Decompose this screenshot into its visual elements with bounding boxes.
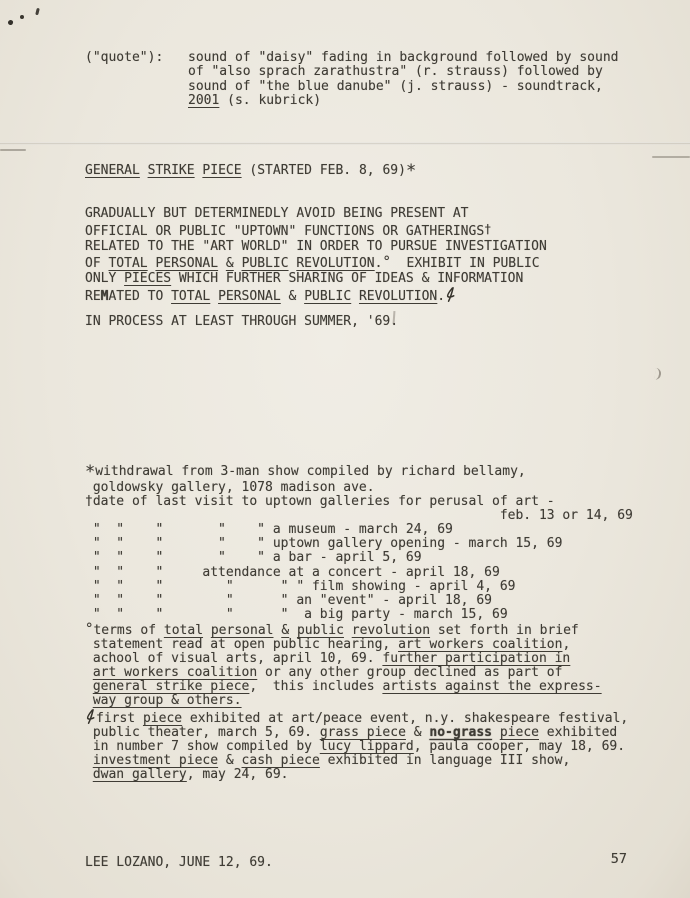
- text-line: [85, 239, 547, 255]
- text-line: [85, 754, 633, 768]
- dagger-marker-icon: †: [85, 494, 93, 510]
- text-segment: revolution: [351, 622, 431, 638]
- text-segment: first: [96, 710, 143, 726]
- text-segment: personal: [210, 622, 274, 638]
- text-segment: PERSONAL: [218, 288, 281, 304]
- text-segment: withdrawal from 3-man show compiled by richard bellamy,: [95, 464, 526, 479]
- text-line: [85, 551, 633, 565]
- text-segment: art workers coalition: [398, 637, 563, 653]
- text-segment: &: [225, 255, 234, 271]
- text-segment: ,: [562, 637, 571, 653]
- process-duration-note: IN PROCESS AT LEAST THROUGH SUMMER, '69.: [85, 314, 399, 329]
- text-line: [85, 271, 547, 287]
- signature-line: LEE LOZANO, JUNE 12, 69.: [85, 855, 273, 870]
- piece-title: [85, 163, 416, 180]
- squiggle-footnote-marker-icon: [85, 709, 95, 724]
- text-segment: achool of visual arts, april 10, 69.: [85, 651, 383, 667]
- text-segment: [140, 163, 148, 178]
- text-line: [85, 594, 633, 608]
- text-segment: " " " " " a museum - march 24, 69: [85, 522, 453, 538]
- text-segment: , paula cooper, may 18, 69.: [413, 738, 626, 754]
- text-segment: " " " " " a bar - april 5, 69: [85, 550, 422, 566]
- pencil-tick-mark: [35, 8, 39, 15]
- quote-lines: [188, 51, 618, 108]
- text-segment: public theater, march 5, 69.: [85, 724, 320, 740]
- text-segment: in number 7 show compiled by: [85, 738, 320, 754]
- text-segment: " " " " " an "event" - april 18, 69: [85, 592, 492, 608]
- quote-label: ("quote"):: [85, 50, 164, 65]
- text-segment: PIECES: [124, 271, 172, 287]
- quote-block: [85, 51, 618, 108]
- text-line: [85, 680, 633, 694]
- dagger-marker-icon: †: [484, 221, 492, 236]
- text-segment: [85, 693, 93, 708]
- text-line: [85, 495, 633, 509]
- text-line: [85, 537, 633, 551]
- text-segment: public: [296, 622, 344, 638]
- text-line: [85, 222, 547, 240]
- degree-marker-icon: °: [382, 253, 391, 270]
- text-segment: PUBLIC: [241, 255, 289, 271]
- text-segment: PIECE: [202, 163, 242, 178]
- text-segment: exhibited: [538, 724, 618, 740]
- text-segment: [344, 623, 352, 638]
- text-segment: of "also sprach zarathustra" (r. strauss) followed by: [188, 64, 603, 80]
- text-segment: RELATED TO THE "ART WORLD" IN ORDER TO PURSUE INVESTIGATION: [85, 239, 547, 255]
- text-segment: [351, 289, 359, 304]
- text-line: [188, 80, 618, 94]
- text-segment: &: [281, 622, 290, 638]
- text-segment: way group & others.: [92, 693, 242, 709]
- text-segment: [210, 289, 218, 304]
- text-segment: [203, 623, 211, 638]
- text-segment: cash piece: [241, 752, 320, 768]
- text-segment: goldowsky gallery, 1078 madison ave.: [85, 480, 375, 495]
- text-segment: or any other group declined as part of: [257, 665, 563, 681]
- text-line: [85, 694, 633, 708]
- text-segment: [85, 767, 93, 782]
- text-segment: &: [280, 288, 305, 304]
- text-segment: set forth in brief: [430, 622, 579, 638]
- text-segment: REVOLUTION: [296, 255, 375, 271]
- text-segment: investment piece: [92, 752, 219, 768]
- text-segment: [289, 623, 297, 638]
- text-segment: (s. kubrick): [219, 92, 322, 108]
- page-number: 57: [610, 851, 627, 867]
- text-segment: WHICH FURTHER SHARING OF IDEAS & INFORMATION: [171, 271, 524, 287]
- text-segment: feb. 13 or 14, 69: [85, 508, 633, 524]
- text-segment: grass piece: [319, 724, 406, 740]
- text-line: [85, 709, 633, 726]
- text-segment: &: [218, 752, 242, 768]
- text-segment: sound of "the blue danube" (j. strauss) - soundtrack,: [188, 78, 603, 94]
- pencil-dot-mark: [20, 15, 24, 19]
- crease-edge-mark-right: [652, 156, 690, 158]
- text-segment: M: [100, 288, 109, 304]
- text-segment: PUBLIC: [304, 288, 352, 304]
- text-segment: piece: [142, 710, 183, 726]
- text-segment: [85, 665, 93, 680]
- text-segment: &: [405, 724, 430, 740]
- text-segment: , may 24, 69.: [186, 766, 289, 782]
- text-segment: exhibited at art/peace event, n.y. shakespeare festival,: [182, 710, 629, 726]
- text-segment: 2001: [188, 92, 220, 108]
- text-segment: REVOLUTION: [358, 288, 438, 304]
- text-segment: dwan gallery: [92, 766, 187, 782]
- text-line: [85, 464, 633, 481]
- text-segment: OF: [85, 255, 109, 271]
- text-segment: art workers coalition: [92, 665, 258, 681]
- text-segment: piece: [499, 724, 539, 740]
- asterisk-marker-icon: *: [405, 161, 417, 181]
- text-segment: ATED TO: [108, 288, 172, 304]
- text-segment: GENERAL: [85, 163, 140, 178]
- text-segment: further participation in: [382, 651, 571, 667]
- text-line: [85, 287, 547, 305]
- text-line: [188, 51, 618, 65]
- text-segment: [218, 256, 226, 271]
- text-line: [188, 94, 618, 108]
- text-line: [85, 608, 633, 622]
- text-segment: [492, 725, 500, 740]
- text-segment: , this includes: [249, 679, 383, 695]
- text-segment: no-grass: [429, 724, 493, 740]
- text-segment: ONLY: [85, 271, 125, 287]
- pencil-dot-mark: [7, 19, 13, 25]
- text-line: [85, 206, 547, 222]
- crease-edge-mark-left: [0, 149, 26, 151]
- text-segment: OFFICIAL OR PUBLIC "UPTOWN" FUNCTIONS OR GATHERINGS: [85, 223, 485, 239]
- text-segment: date of last visit to uptown galleries for perusal of art -: [92, 494, 555, 510]
- statement-paragraph: [85, 206, 547, 305]
- text-segment: [85, 753, 93, 768]
- text-segment: PERSONAL: [155, 255, 219, 271]
- text-line: [85, 580, 633, 594]
- text-segment: TOTAL: [108, 255, 148, 271]
- asterisk-marker-icon: *: [85, 462, 96, 482]
- text-line: [85, 638, 633, 652]
- text-segment: GRADUALLY BUT DETERMINEDLY AVOID BEING PRESENT AT: [85, 206, 469, 221]
- text-line: [85, 768, 633, 782]
- text-segment: .: [374, 255, 383, 271]
- text-line: [85, 726, 633, 740]
- text-segment: " " " " " " film showing - april 4, 69: [85, 578, 516, 594]
- text-segment: EXHIBIT IN PUBLIC: [390, 255, 540, 271]
- text-line: [85, 622, 633, 638]
- text-segment: .: [437, 288, 446, 304]
- text-segment: general strike piece: [92, 679, 250, 695]
- text-segment: terms of: [93, 622, 164, 638]
- text-line: [85, 523, 633, 537]
- paper-crease-line: [0, 142, 690, 145]
- text-line: [85, 255, 547, 272]
- text-line: [85, 566, 633, 580]
- degree-marker-icon: °: [85, 620, 94, 637]
- text-line: [85, 652, 633, 666]
- text-segment: " " " " " uptown gallery opening - march 15, 69: [85, 536, 563, 552]
- text-line: [188, 65, 618, 79]
- text-line: [85, 481, 633, 495]
- margin-pencil-mark: [654, 368, 661, 381]
- text-segment: STRIKE: [147, 163, 195, 178]
- text-segment: statement read at open public hearing,: [85, 637, 399, 653]
- squiggle-footnote-marker-icon: [445, 287, 455, 302]
- footnotes-block: [85, 464, 633, 782]
- text-segment: [85, 679, 93, 694]
- text-segment: sound of "daisy" fading in background followed by sound: [188, 50, 619, 65]
- text-segment: (STARTED FEB. 8, 69): [241, 163, 406, 178]
- text-segment: [234, 256, 242, 271]
- text-segment: total: [163, 622, 204, 638]
- text-segment: RE: [85, 288, 101, 304]
- text-line: [85, 666, 633, 680]
- text-line: [85, 740, 633, 754]
- text-segment: artists against the express-: [382, 679, 602, 695]
- text-segment: TOTAL: [171, 288, 211, 304]
- text-segment: exhibited in language III show,: [319, 752, 571, 768]
- text-segment: lucy lippard: [319, 738, 414, 754]
- text-line: [85, 509, 633, 523]
- text-segment: " " " attendance at a concert - april 18, 69: [85, 564, 500, 580]
- text-segment: " " " " " a big party - march 15, 69: [85, 606, 508, 622]
